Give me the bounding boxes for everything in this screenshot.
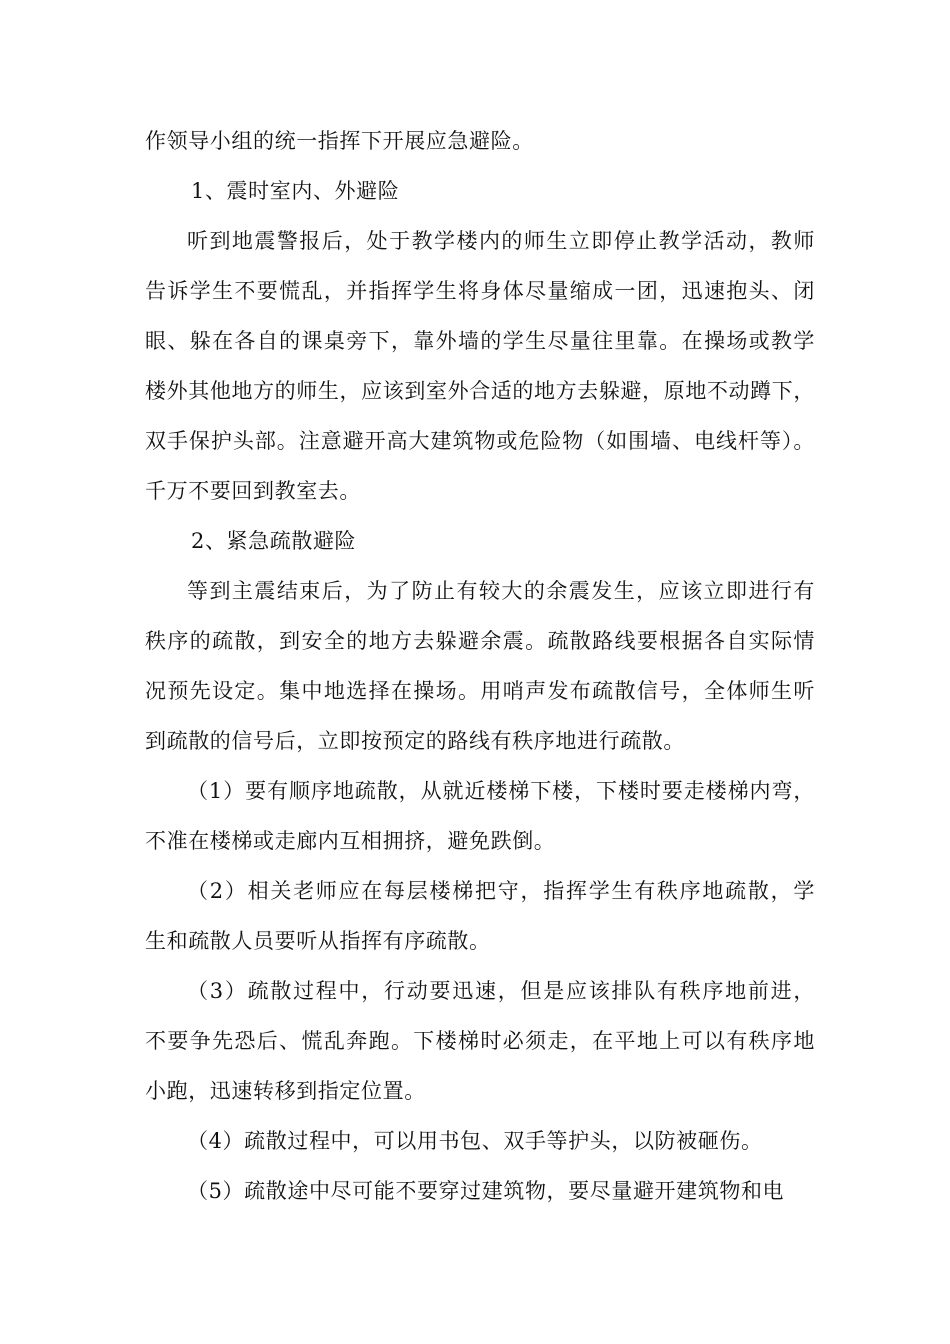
text-line: 生和疏散人员要听从指挥有序疏散。 <box>145 929 491 953</box>
body-text <box>145 116 815 1216</box>
text-line: 秩序的疏散，到安全的地方去躲避余震。疏散路线要根据各自实际情 <box>145 629 815 653</box>
text-line: 到疏散的信号后，立即按预定的路线有秩序地进行疏散。 <box>145 729 685 753</box>
section-heading-2: 2、紧急疏散避险 <box>191 529 357 553</box>
text-line: 千万不要回到教室去。 <box>145 479 361 503</box>
text-line: 小跑，迅速转移到指定位置。 <box>145 1079 426 1103</box>
text-line: 楼外其他地方的师生，应该到室外合适的地方去躲避，原地不动蹲下， <box>145 379 815 403</box>
list-item-3: （3）疏散过程中，行动要迅速，但是应该排队有秩序地前进， <box>187 979 815 1003</box>
list-item-4: （4）疏散过程中，可以用书包、双手等护头，以防被砸伤。 <box>187 1129 763 1153</box>
list-item-5: （5）疏散途中尽可能不要穿过建筑物，要尽量避开建筑物和电 <box>187 1179 785 1203</box>
text-line: 作领导小组的统一指挥下开展应急避险。 <box>145 129 534 153</box>
text-line: 况预先设定。集中地选择在操场。用哨声发布疏散信号，全体师生听 <box>145 679 815 703</box>
text-line: 等到主震结束后，为了防止有较大的余震发生，应该立即进行有 <box>187 579 815 603</box>
list-item-2: （2）相关老师应在每层楼梯把守，指挥学生有秩序地疏散，学 <box>187 879 815 903</box>
text-line: 不准在楼梯或走廊内互相拥挤，避免跌倒。 <box>145 829 556 853</box>
text-line: 双手保护头部。注意避开高大建筑物或危险物（如围墙、电线杆等）。 <box>145 429 815 453</box>
list-item-1: （1）要有顺序地疏散，从就近楼梯下楼，下楼时要走楼梯内弯， <box>187 779 815 803</box>
text-line: 不要争先恐后、慌乱奔跑。下楼梯时必须走，在平地上可以有秩序地 <box>145 1029 815 1053</box>
text-line: 听到地震警报后，处于教学楼内的师生立即停止教学活动，教师 <box>187 229 815 253</box>
text-line: 眼、躲在各自的课桌旁下，靠外墙的学生尽量往里靠。在操场或教学 <box>145 329 815 353</box>
text-line: 告诉学生不要慌乱，并指挥学生将身体尽量缩成一团，迅速抱头、闭 <box>145 279 815 303</box>
section-heading-1: 1、震时室内、外避险 <box>191 179 400 203</box>
